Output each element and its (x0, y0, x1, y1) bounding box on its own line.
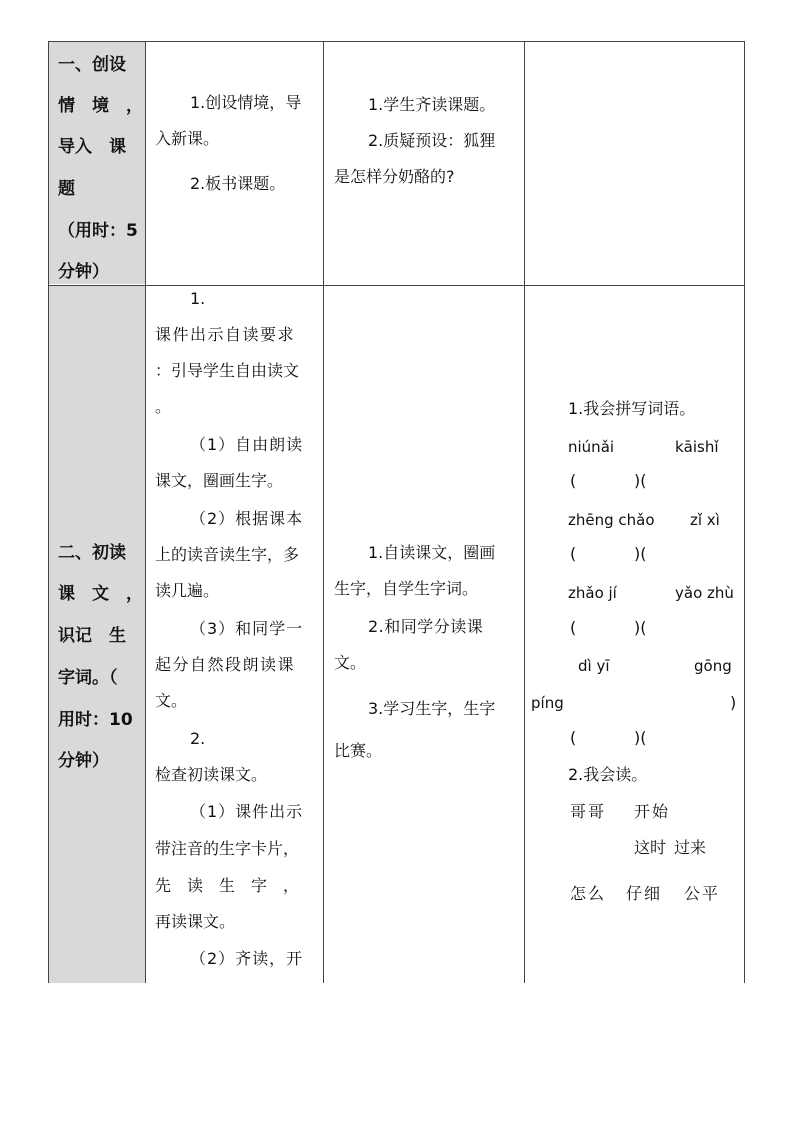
reading-word: 公平 (684, 884, 721, 903)
col-border-left (48, 41, 49, 983)
row-divider (48, 285, 745, 286)
pinyin-word: yǎo zhù (675, 584, 734, 602)
pinyin-word: dì yī (578, 657, 610, 675)
reading-word: 过来 (674, 838, 707, 857)
teacher-activity-line: 入新课。 (155, 129, 220, 148)
answer-bracket: )( (634, 618, 647, 637)
stage-line: 二、初读 (58, 543, 126, 563)
teacher-activity-line: （3）和同学一 (190, 619, 304, 638)
answer-bracket: )( (634, 471, 647, 490)
pinyin-word: zhēng chǎo (568, 511, 655, 529)
teacher-activity-line: 2.板书课题。 (190, 174, 286, 193)
pinyin-word: píng (531, 694, 564, 712)
teacher-activity-line: 读几遍。 (155, 581, 220, 600)
answer-bracket: )( (634, 728, 647, 747)
col-border-2 (323, 41, 324, 983)
pinyin-word: zhǎo jí (568, 584, 617, 602)
reading-word: 仔细 (626, 884, 663, 903)
student-activity-line: 生字，自学生字词。 (334, 579, 479, 598)
stage-line: 识记 生 (58, 626, 126, 646)
stage-cell-shade-1 (49, 42, 145, 284)
teacher-activity-line: 先 读 生 字 ， (155, 876, 300, 895)
stage-line: 题 (58, 179, 75, 199)
teacher-activity-line: 1.创设情境，导 (190, 93, 302, 112)
student-activity-line: 2.和同学分读课 (368, 617, 484, 636)
teacher-activity-line: （1）自由朗读 (190, 435, 304, 454)
stage-line: 一、创设 (58, 55, 126, 75)
col-border-3 (524, 41, 525, 983)
teacher-activity-line: （2）齐读，开 (190, 949, 304, 968)
answer-bracket: ) (730, 693, 737, 712)
student-activity-line: 3.学习生字，生字 (368, 699, 496, 718)
teacher-activity-line: 课件出示自读要求 (155, 325, 296, 344)
pinyin-word: niúnǎi (568, 438, 615, 456)
student-activity-line: 1.学生齐读课题。 (368, 95, 496, 114)
table-top-border (48, 41, 745, 42)
pinyin-word: zǐ xì (690, 511, 720, 529)
teacher-activity-line: 。 (155, 397, 172, 416)
reading-word: 怎么 (570, 884, 607, 903)
student-activity-line: 比赛。 (334, 741, 383, 760)
teacher-activity-line: 检查初读课文。 (155, 765, 268, 784)
col-border-right (744, 41, 745, 983)
stage-line: 分钟） (58, 262, 109, 282)
student-activity-line: 1.自读课文，圈画 (368, 543, 496, 562)
pinyin-word: gōng (694, 657, 732, 675)
teacher-activity-line: 带注音的生字卡片， (155, 839, 300, 858)
answer-bracket: )( (634, 544, 647, 563)
teacher-activity-line: ：引导学生自由读文 (155, 361, 300, 380)
teacher-activity-line: 文。 (155, 691, 188, 710)
col-border-1 (145, 41, 146, 983)
stage-line: 用时：10 (58, 710, 133, 730)
teacher-activity-line: 1. (190, 289, 206, 308)
teacher-activity-line: （1）课件出示 (190, 802, 304, 821)
stage-line: 导入 课 (58, 137, 126, 157)
teacher-activity-line: 再读课文。 (155, 912, 236, 931)
answer-bracket: ( (570, 618, 577, 637)
student-activity-line: 2.质疑预设：狐狸 (368, 131, 496, 150)
stage-line: 字词。（ (58, 668, 118, 688)
teacher-activity-line: 课文，圈画生字。 (155, 471, 284, 490)
teacher-activity-line: 2. (190, 729, 206, 748)
stage-line: 情 境 ， (58, 96, 143, 116)
pinyin-word: kāishǐ (675, 438, 719, 456)
practice-heading: 1.我会拼写词语。 (568, 399, 696, 418)
teacher-activity-line: （2）根据课本 (190, 509, 304, 528)
answer-bracket: ( (570, 728, 577, 747)
stage-line: 课 文 ， (58, 584, 143, 604)
student-activity-line: 是怎样分奶酪的? (334, 167, 455, 186)
reading-word: 开始 (634, 802, 671, 821)
stage-line: （用时：5 (58, 221, 138, 241)
reading-word: 这时 (634, 838, 667, 857)
answer-bracket: ( (570, 471, 577, 490)
answer-bracket: ( (570, 544, 577, 563)
teacher-activity-line: 上的读音读生字，多 (155, 545, 300, 564)
teacher-activity-line: 起分自然段朗读课 (155, 655, 296, 674)
stage-line: 分钟） (58, 751, 109, 771)
practice-heading: 2.我会读。 (568, 765, 648, 784)
student-activity-line: 文。 (334, 653, 367, 672)
reading-word: 哥哥 (570, 802, 607, 821)
